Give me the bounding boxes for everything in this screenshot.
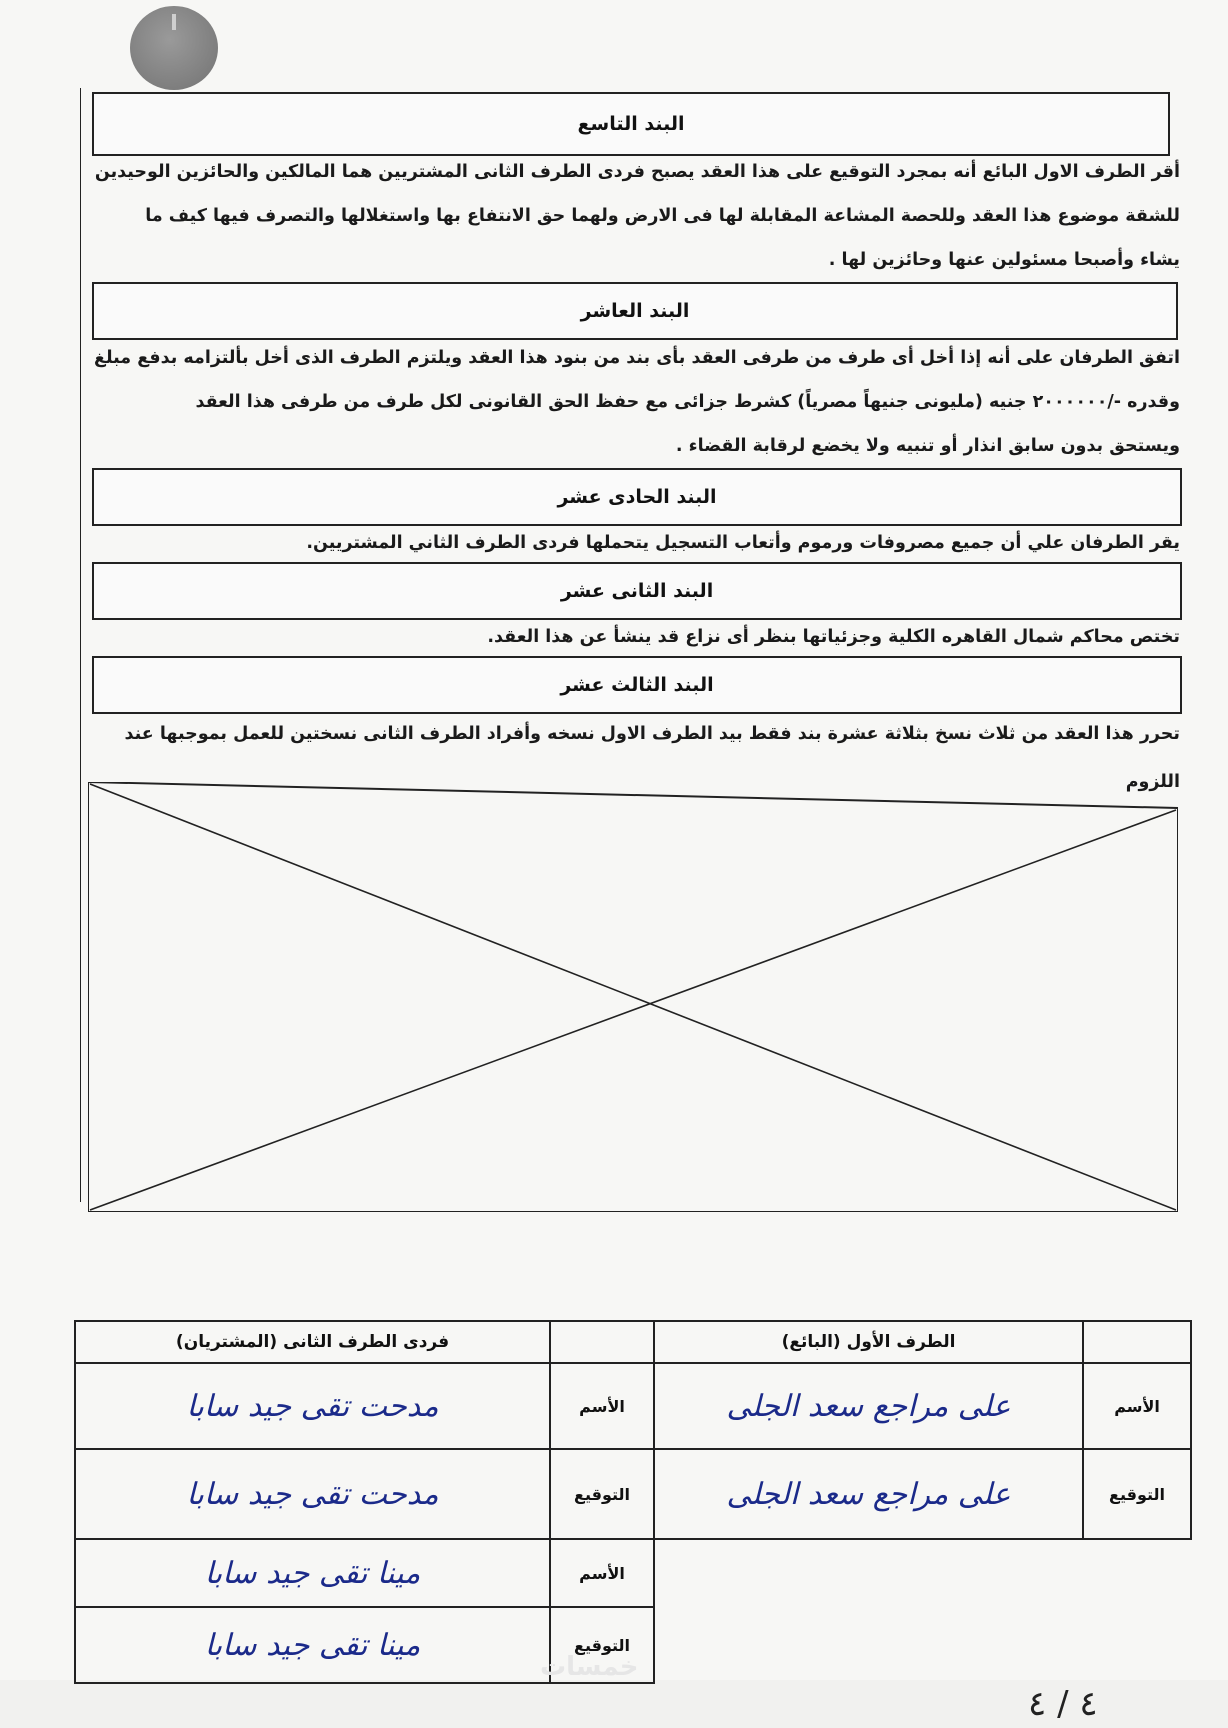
crossed-out-box	[88, 782, 1178, 1212]
clause-9-heading	[92, 92, 1170, 156]
clause-11-heading	[92, 468, 1182, 526]
empty-cell	[1083, 1539, 1191, 1607]
clause-9-heading-text: البند التاسع	[577, 113, 685, 135]
watermark: خمسات	[540, 1652, 639, 1682]
clause-11-line-1: يقر الطرفان علي أن جميع مصروفات ورموم وأتعاب التسجيل يتحملها فردى الطرف الثاني المشتريين.	[306, 533, 1180, 553]
clause-10-line-3: ويستحق بدون سابق انذار أو تنبيه ولا يخضع لرقابة القضاء .	[675, 436, 1180, 456]
clause-11-text	[90, 522, 1180, 564]
cross-line-2	[90, 810, 1176, 1210]
signature-label: التوقيع	[550, 1449, 654, 1539]
second-party-1-name: مدحت تقى جيد سابا	[75, 1363, 550, 1449]
signature-label-right: التوقيع	[1083, 1449, 1191, 1539]
clause-9-line-3: يشاء وأصبحا مسئولين عنها وحائزين لها .	[828, 250, 1180, 270]
header-spacer	[550, 1321, 654, 1363]
clause-13-heading-text: البند الثالث عشر	[560, 674, 714, 696]
clause-10-heading	[92, 282, 1178, 340]
signature-table	[74, 1320, 1192, 1684]
name-label: الأسم	[550, 1363, 654, 1449]
clause-12-line-1: تختص محاكم شمال القاهره الكلية وجزئياتها بنظر أى نزاع قد ينشأ عن هذا العقد.	[487, 627, 1180, 647]
clause-12-heading	[92, 562, 1182, 620]
clause-9-text	[90, 150, 1180, 282]
first-party-name: على مراجع سعد الجلى	[654, 1363, 1083, 1449]
clause-13-line-1: تحرر هذا العقد من ثلاث نسخ بثلاثة عشرة بند فقط بيد الطرف الاول نسخه وأفراد الطرف الثانى نسختين للعمل بموجبها عند	[124, 724, 1180, 744]
clause-10-text	[90, 336, 1180, 468]
second-party-header: فردى الطرف الثانى (المشتريان)	[75, 1321, 550, 1363]
empty-cell	[654, 1607, 1083, 1683]
clause-11-heading-text: البند الحادى عشر	[557, 486, 717, 508]
punch-hole-mark	[172, 14, 176, 30]
clause-12-heading-text: البند الثانى عشر	[560, 580, 714, 602]
name-label-2: الأسم	[550, 1539, 654, 1607]
second-party-2-signature: مينا تقى جيد سابا	[75, 1607, 550, 1683]
clause-10-line-1: اتفق الطرفان على أنه إذا أخل أى طرف من طرفى العقد بأى بند من بنود هذا العقد ويلتزم الطرف الذى أخل بألتزامه بدفع مبلغ	[94, 348, 1180, 368]
clause-13-line-2: اللزوم	[1125, 772, 1180, 792]
clause-9-line-1: أقر الطرف الاول البائع أنه بمجرد التوقيع على هذا العقد يصبح فردى الطرف الثانى المشتريين هما المالكين والحائزين الوحيدين	[94, 162, 1180, 182]
second-party-2-name: مينا تقى جيد سابا	[75, 1539, 550, 1607]
first-party-signature: على مراجع سعد الجلى	[654, 1449, 1083, 1539]
second-party-1-signature: مدحت تقى جيد سابا	[75, 1449, 550, 1539]
signature-label-2: التوقيع	[550, 1607, 654, 1683]
clause-10-heading-text: البند العاشر	[580, 300, 690, 322]
page-number: ٤ / ٤	[1028, 1684, 1098, 1724]
empty-cell	[654, 1539, 1083, 1607]
header-spacer-right	[1083, 1321, 1191, 1363]
first-party-header: الطرف الأول (البائع)	[654, 1321, 1083, 1363]
clause-9-line-2: للشقة موضوع هذا العقد وللحصة المشاعة المقابلة لها فى الارض ولهما حق الانتفاع بها واستغلالها والتصرف فيها كيف ما	[145, 206, 1180, 226]
clause-13-heading	[92, 656, 1182, 714]
empty-cell	[1083, 1607, 1191, 1683]
cross-line-1	[90, 784, 1176, 1210]
clause-10-line-2: وقدره -/٢٠٠٠٠٠٠ جنيه (مليونى جنيهاً مصرياً) كشرط جزائى مع حفظ الحق القانونى لكل طرف من طرفى هذا العقد	[195, 392, 1180, 412]
name-label-right: الأسم	[1083, 1363, 1191, 1449]
clause-12-text	[90, 616, 1180, 658]
